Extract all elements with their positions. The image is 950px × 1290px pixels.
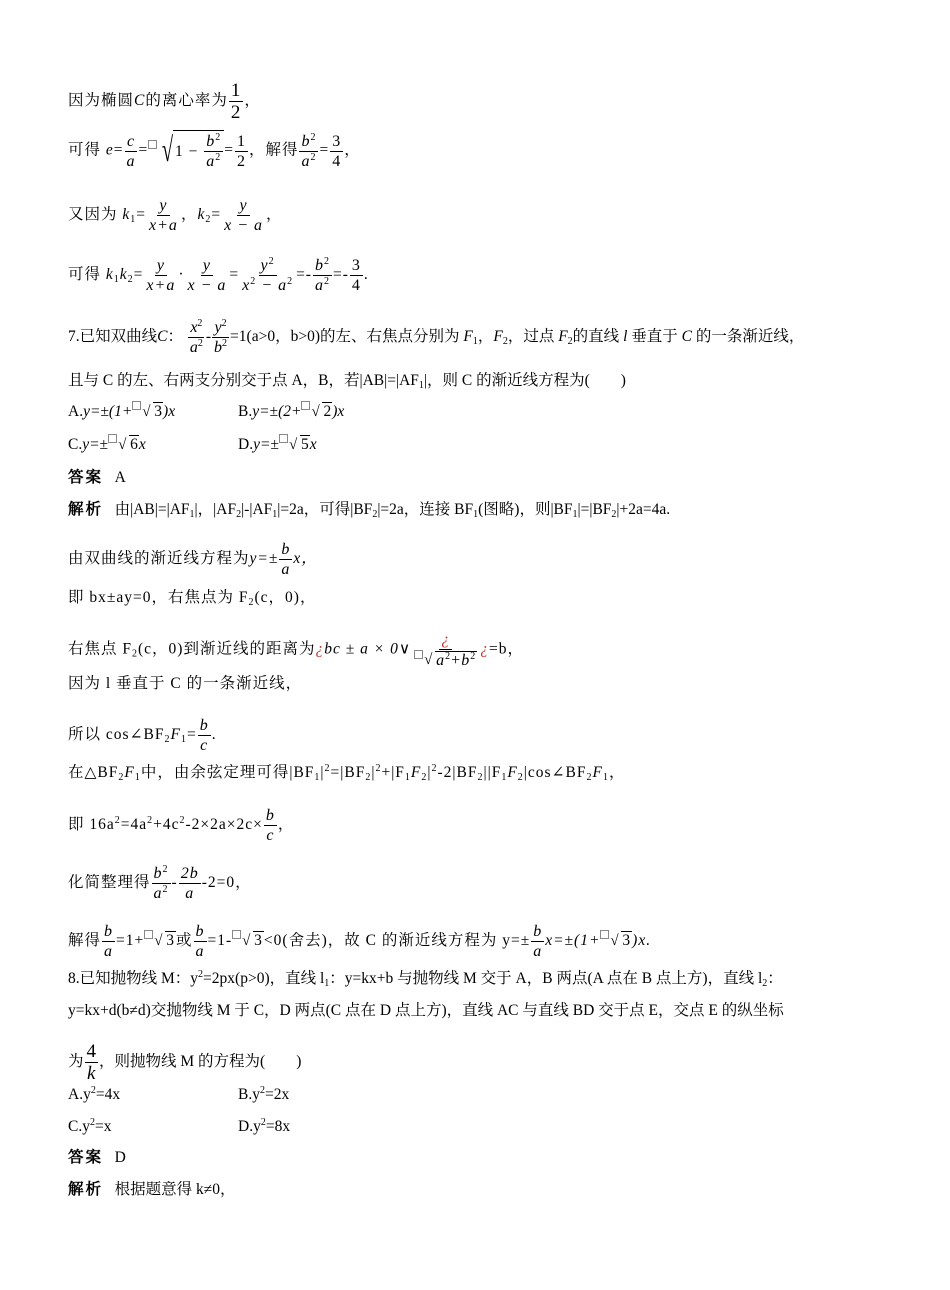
numerator: 1	[236, 132, 246, 150]
denominator: a	[301, 152, 311, 170]
fraction-b-c	[198, 716, 211, 755]
question-7-line-2: 且与 C 的左、右两支分别交于点 A，B，若$|AB|=|AF_1|$，则 C 的渐近线方程为( )	[68, 372, 626, 391]
text: F	[124, 764, 135, 781]
text: F	[410, 764, 422, 781]
question-7-answer	[68, 467, 126, 489]
var-e: e	[105, 141, 114, 159]
denominator: 4	[332, 152, 342, 170]
text: =4a	[120, 816, 148, 834]
text: ，	[344, 141, 361, 159]
denominator: a	[314, 277, 324, 294]
text: (c，0)到渐近线的距离为	[138, 640, 316, 658]
text: 可得	[68, 266, 102, 284]
solution-7-line-5	[68, 673, 302, 695]
denominator: a	[189, 339, 198, 356]
numerator: b	[314, 257, 324, 274]
numerator: y	[156, 257, 165, 274]
text: 因为 l 垂直于 C 的一条渐近线，	[68, 675, 303, 692]
var-k1: k	[122, 206, 131, 224]
fraction: $\frac{b^2}{a^2}$	[314, 256, 330, 294]
solution-label: 解析	[68, 1181, 104, 1198]
denominator: 4	[351, 277, 361, 294]
radicand: 3	[154, 403, 163, 420]
denominator: x − a	[187, 277, 227, 294]
text: +|F	[381, 764, 405, 781]
fraction-one-half	[229, 80, 244, 123]
garbled-glyph: ¿	[315, 640, 325, 658]
text: 7.已知双曲线	[68, 328, 158, 346]
text: |-|AF	[241, 501, 273, 518]
text: 中，由余弦定理可得|BF	[140, 764, 315, 781]
fraction-b-c	[264, 806, 277, 845]
numerator: b	[104, 923, 114, 940]
option-label: C.	[68, 436, 83, 453]
numerator: b	[206, 133, 216, 150]
denominator: c	[266, 827, 275, 844]
text: |+2a=4a.	[616, 501, 671, 518]
text: y=kx+d(b≠d)交抛物线 M 于 C，D 两点(C 点在 D 点上方)，直线 AC 与直线 BD 交于点 E，交点 E 的纵坐标	[68, 1002, 784, 1019]
radical-expression: √ 1 − $\frac{b^2}{a^2}$	[158, 130, 224, 172]
solution-label: 解析	[68, 501, 104, 518]
option-label: B.	[238, 403, 253, 420]
text: 所以 cos∠BF	[68, 726, 165, 744]
text: x，	[293, 550, 318, 568]
fraction-b-a	[279, 540, 292, 579]
line-e-formula: 可得 e= $\frac{c}{a}$ = √ 1 − $\frac{b^2}{a^2}$ = $\frac{1}{2}$ ，解得 $\frac{b^2}{a^2}$ = $\frac{3}{4}$ ，	[68, 131, 361, 170]
text: =|BF	[330, 764, 366, 781]
sqrt	[242, 930, 264, 952]
numerator: 3	[351, 257, 361, 274]
text: =2px(p>0)，直线 l	[203, 970, 325, 987]
text: -2×2a×2c×	[185, 816, 263, 834]
solution-7-line-10	[68, 922, 651, 961]
option-c	[68, 434, 238, 456]
text: 右焦点 F	[68, 640, 132, 658]
text: -2=0，	[201, 874, 252, 892]
garbled-glyph: ¿	[480, 640, 489, 658]
numerator: y	[260, 257, 269, 274]
line-k-product: 可得 $k_1k_2=$ $\frac{y}{x+a}$ · $\frac{y}{x - a}$ = $\frac{y^2}{x^2 - a^2}$ =- $\frac{b^2}{a^2}$ =- $\frac{3}{4}$ .	[68, 256, 369, 294]
text: 或	[176, 932, 193, 950]
solution-7-line-7: 在$\triangle BF_2F_1$中，由余弦定理可得$|BF_1|^2=|BF_2|^2+|F_1F_2|^2-2|BF_2||F_1F_2|\cos\angle BF_2F_1$，	[68, 763, 626, 783]
text: ，	[608, 764, 626, 781]
var-k2: k	[197, 206, 206, 224]
text: |=2a，可得|BF	[277, 501, 373, 518]
text: F	[592, 764, 603, 781]
numerator: 1	[230, 80, 242, 101]
denominator: a	[281, 561, 291, 578]
text: F	[170, 726, 181, 744]
answer-label: 答案	[68, 469, 104, 486]
denominator: − a	[256, 277, 288, 294]
numerator: y	[202, 257, 211, 274]
numerator: y	[214, 319, 222, 336]
var-l: l	[623, 328, 628, 346]
radicand: 3	[622, 932, 632, 950]
option-value: y=±(2+	[252, 403, 302, 420]
option-a: $A.y^2=4x$	[68, 1085, 121, 1103]
denominator: b	[214, 339, 223, 356]
text: +4c	[153, 816, 180, 834]
numerator: b	[281, 541, 291, 558]
text: 且与 C 的左、右两支分别交于点 A，B，若|AB|=|AF	[68, 372, 419, 389]
text: y=±	[249, 550, 279, 568]
text: bc ± a × 0∨	[324, 640, 412, 658]
denominator: a	[153, 885, 163, 902]
radicand: a	[436, 652, 446, 669]
sqrt	[154, 930, 176, 952]
text: =1(a>0，b>0)的左、右焦点分别为	[230, 328, 460, 346]
text: =	[186, 726, 197, 744]
text: |=|BF	[577, 501, 612, 518]
option-value: )x	[332, 403, 345, 420]
radicand: 5	[300, 436, 309, 453]
option-label: A.y	[68, 1086, 91, 1103]
text: <0(舍去)，故 C 的渐近线方程为 y=±	[263, 932, 531, 950]
sqrt: √ $a^2+b^2$	[424, 651, 477, 670]
text: ，	[277, 816, 295, 834]
text: |，|AF	[194, 501, 237, 518]
fraction: $\frac{y^2}{x^2 - a^2}$	[242, 256, 294, 294]
text: 的离心率为	[145, 92, 228, 110]
option-value: y=±	[253, 436, 279, 453]
fraction	[186, 256, 229, 295]
option-d	[238, 436, 317, 453]
denominator: a	[104, 943, 114, 960]
radicand: +	[451, 652, 462, 669]
option-value: )x	[163, 403, 176, 420]
var-C: C	[134, 92, 146, 110]
fraction-k1	[147, 196, 180, 235]
fraction-b2-a2: $\frac{b^2}{a^2}$	[206, 132, 222, 170]
numerator: b	[153, 865, 163, 882]
answer-label: 答案	[68, 1149, 104, 1166]
text: 根据题意得 k≠0，	[114, 1181, 236, 1198]
text: 垂直于	[631, 328, 678, 346]
fraction	[144, 256, 177, 295]
sqrt	[610, 930, 632, 952]
numerator: c	[126, 132, 136, 150]
text: |	[371, 764, 376, 781]
numerator: x	[190, 319, 198, 336]
text: 即 16a	[68, 816, 115, 834]
option-a	[68, 401, 238, 423]
denominator: a	[126, 152, 136, 170]
text: |，则 C 的渐近线方程为( )	[423, 372, 626, 389]
text: 由双曲线的渐近线方程为	[68, 550, 250, 568]
text: |=2a，连接 BF	[377, 501, 474, 518]
sqrt	[311, 401, 332, 423]
text: |	[427, 764, 432, 781]
text: =b，	[488, 640, 524, 658]
question-7-options-row-2	[68, 434, 317, 456]
denominator: a	[185, 885, 195, 902]
text: ：	[767, 970, 783, 987]
answer-value: A	[114, 469, 126, 486]
option-value: =2x	[264, 1086, 290, 1103]
solution-7-line-6: 所以 $\cos\angle BF_2F_1=$ $\frac{b}{c}$ .	[68, 717, 217, 754]
denominator: a	[206, 153, 216, 170]
denominator: 2	[230, 102, 242, 123]
numerator: ¿	[441, 631, 451, 648]
text: x=±(1+	[545, 932, 601, 950]
option-label: A.	[68, 403, 84, 420]
solution-7-line-3: 即 bx±ay=0，右焦点为 $F_2(c$，0)，	[68, 589, 317, 608]
fraction-x2-a2: $\frac{x^2}{a^2}$	[189, 318, 203, 356]
option-value: =8x	[265, 1118, 291, 1135]
numerator: b	[265, 807, 275, 824]
option-value: x	[138, 436, 146, 453]
denominator: 2	[236, 152, 246, 170]
fraction-b-a: $\frac{b}{a}$	[195, 923, 205, 960]
option-label: D.	[238, 436, 254, 453]
option-label: C.y	[68, 1118, 90, 1135]
fraction-4-k	[85, 1041, 99, 1084]
solution-7-line-4: 右焦点 $F_2(c$，0)到渐近线的距离为¿bc ± a × 0∨ ¿ √ $a^2+b^2$ ¿=b，	[68, 630, 524, 670]
question-8-line-2	[68, 1000, 784, 1022]
numerator: y	[159, 197, 168, 214]
solution-7-line-8: 即 $16a^2=4a^2+4c^2-2\times 2a\times 2c\times$ $\frac{b}{c}$ ，	[68, 807, 295, 844]
sqrt	[142, 401, 163, 423]
fraction-b2-a2: $\frac{b^2}{a^2}$	[301, 131, 317, 170]
question-8-line-1: 8.已知抛物线 M：$y^2=2px(p>0)$，直线 $l_1$：y=kx+b 与抛物线 M 交于 A，B 两点(A 点在 B 点上方)，直线 $l_2$：	[68, 969, 783, 989]
text: 的直线	[572, 328, 620, 346]
text: 1 −	[174, 142, 199, 160]
radicand: 6	[130, 436, 138, 453]
text: (图略)，则|BF	[478, 501, 573, 518]
text: 解得	[68, 932, 102, 950]
option-value: =4x	[95, 1086, 121, 1103]
text: 又因为	[68, 206, 118, 224]
fraction-distance	[412, 630, 479, 670]
text: ，	[244, 92, 261, 110]
text: 在△BF	[68, 764, 119, 781]
numerator: b	[199, 717, 209, 734]
fraction	[350, 256, 363, 295]
text: ，	[266, 206, 283, 224]
radicand: 3	[166, 932, 175, 950]
var-C: C	[157, 328, 168, 346]
text: 可得	[68, 141, 102, 159]
option-d: $D.y^2=8x$	[238, 1117, 291, 1135]
option-b: $B.y^2=2x$	[238, 1085, 290, 1103]
question-8-options-row-2	[68, 1116, 290, 1138]
text: ：	[167, 328, 183, 346]
numerator: 4	[86, 1041, 97, 1062]
fraction-three-quarters	[330, 132, 343, 171]
option-value: y=±(1+	[83, 403, 133, 420]
text: )x.	[632, 932, 652, 950]
text: ，则抛物线 M 的方程为( )	[99, 1053, 302, 1071]
var-F1: F	[463, 328, 473, 346]
fraction-one-half	[235, 132, 248, 171]
fraction-c-a	[125, 132, 138, 171]
text: 8.已知抛物线 M：y	[68, 970, 199, 987]
solution-8-line-1	[68, 1179, 236, 1201]
question-7-line-1: 7.已知双曲线C： $\frac{x^2}{a^2}$ - $\frac{y^2}{b^2}$ =1(a>0，b>0)的左、右焦点分别为 $F_1$，$F_2$，过点 $F_2$的直线 l 垂直于 C 的一条渐近线，	[68, 318, 805, 356]
option-c: $C.y^2=x$	[68, 1117, 112, 1135]
radicand: b	[461, 652, 471, 669]
option-value: =x	[94, 1118, 112, 1135]
text: ，解得	[248, 141, 299, 159]
question-8-answer	[68, 1147, 126, 1169]
text: ||F	[483, 764, 502, 781]
fraction-y2-b2: $\frac{y^2}{b^2}$	[214, 318, 228, 356]
fraction-b2-a2: $\frac{b^2}{a^2}$	[153, 864, 169, 902]
text: 化简整理得	[68, 874, 151, 892]
option-label: B.y	[238, 1086, 260, 1103]
denominator: x − a	[224, 217, 263, 234]
numerator: 2b	[180, 865, 199, 882]
text: ，	[180, 206, 198, 224]
text: =1-	[207, 932, 233, 950]
text: =1+	[116, 932, 145, 950]
answer-value: D	[114, 1149, 126, 1166]
denominator: k	[87, 1063, 96, 1084]
denominator: c	[200, 737, 209, 754]
fraction-k2	[222, 196, 265, 235]
text: |	[320, 764, 325, 781]
option-label: D.y	[238, 1118, 261, 1135]
text: (c，0)，	[254, 589, 317, 606]
option-b	[238, 403, 344, 420]
text: F	[507, 764, 518, 781]
sqrt	[118, 434, 139, 456]
text: ：y=kx+b 与抛物线 M 交于 A，B 两点(A 点在 B 点上方)，直线 l	[329, 970, 763, 987]
denominator: x+a	[146, 277, 176, 294]
question-8-line-3	[68, 1041, 301, 1084]
line-k-definitions: 又因为 $k_1=$ $\frac{y}{x+a}$ ，$k_2=$ $\frac{y}{x - a}$ ，	[68, 197, 283, 234]
text: 即 bx±ay=0，右焦点为 F	[68, 589, 249, 606]
line-eccentricity	[68, 80, 261, 123]
radicand: 2	[323, 403, 332, 420]
text: -2|BF	[437, 764, 478, 781]
fraction-2b-a	[179, 864, 201, 903]
solution-7-line-2	[68, 540, 318, 579]
missing-glyph-box	[148, 140, 157, 149]
question-7-options-row-1	[68, 401, 344, 423]
text: 为	[68, 1053, 84, 1071]
text: 由|AB|=|AF	[114, 501, 190, 518]
sqrt	[289, 434, 310, 456]
denominator: x+a	[149, 217, 178, 234]
text: 的一条渐近线，	[695, 328, 805, 346]
denominator: x	[242, 277, 251, 294]
option-value: y=±	[82, 436, 109, 453]
numerator: y	[239, 197, 248, 214]
text: |cos∠BF	[523, 764, 587, 781]
fraction-b-a: $\frac{b}{a}$	[533, 923, 543, 960]
solution-7-line-9	[68, 864, 252, 903]
var-k: k	[105, 266, 114, 284]
fraction-b-a	[102, 922, 115, 961]
text: .	[211, 726, 217, 744]
text: ，过点	[507, 328, 555, 346]
option-value: x	[309, 436, 317, 453]
radicand: 3	[254, 932, 263, 950]
text: 因为椭圆	[68, 92, 135, 110]
text: =	[113, 141, 124, 159]
numerator: 3	[332, 132, 342, 150]
numerator: b	[301, 132, 311, 150]
question-8-options-row-1	[68, 1084, 289, 1106]
solution-7-line-1: 解析 由$|AB|=|AF_1|$，$|AF_2|-|AF_1|=2a$，可得$|BF_2|=2a$，连接 $BF_1$(图略)，则$|BF_1|=|BF_2|+2a=4a$.	[68, 501, 671, 520]
text: -	[171, 874, 178, 892]
